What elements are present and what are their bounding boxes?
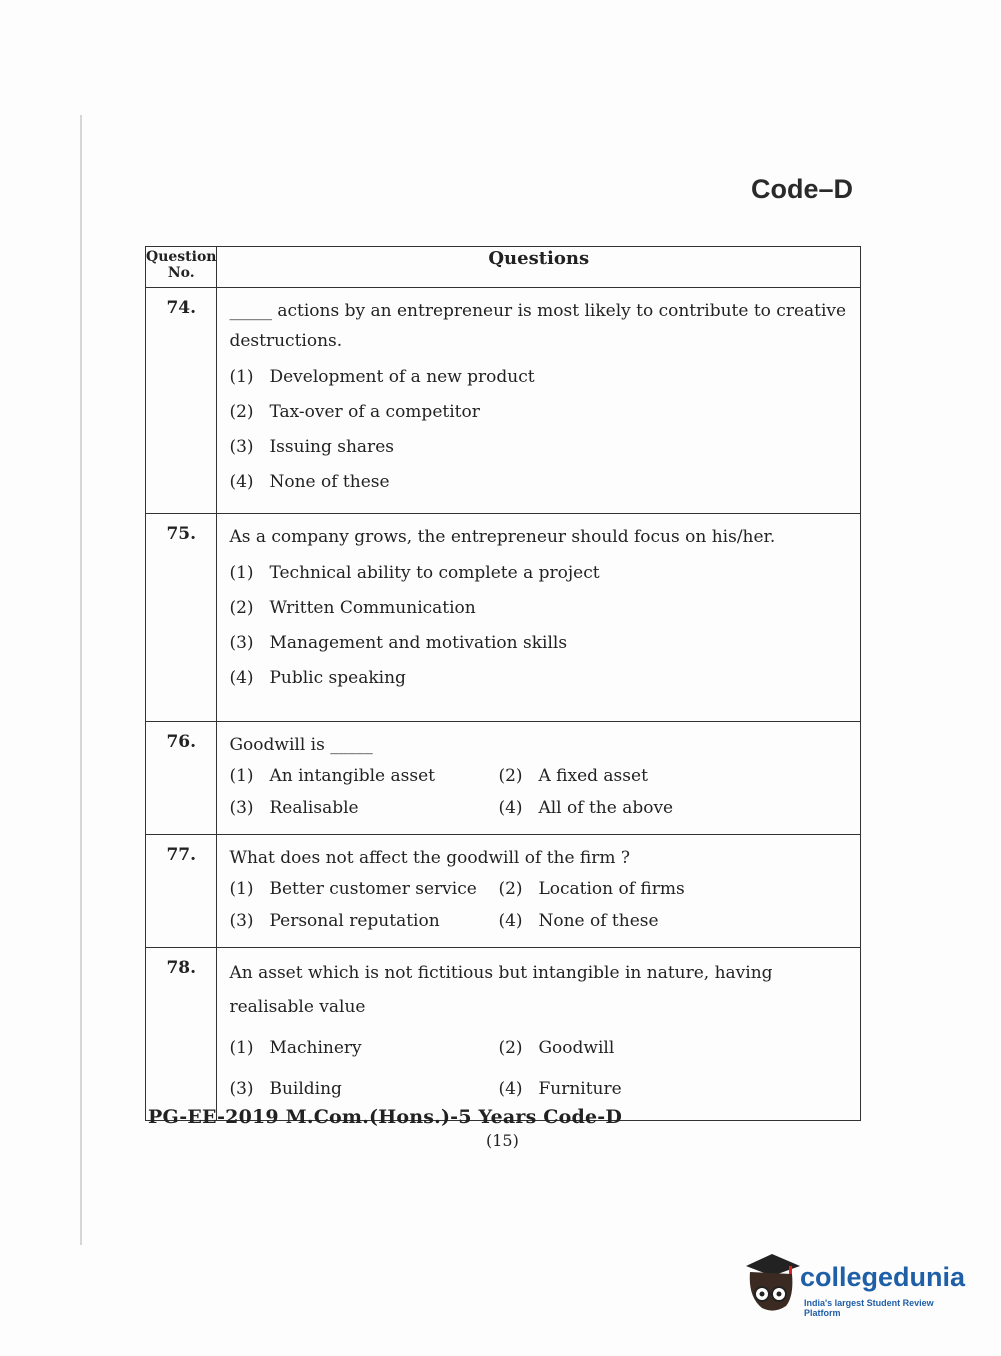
option xyxy=(229,626,860,661)
option xyxy=(498,873,860,905)
collegedunia-logo xyxy=(742,1252,972,1322)
option xyxy=(498,1028,860,1069)
option-text: Tax-over of a competitor xyxy=(269,402,480,422)
option-number: (2) xyxy=(498,1038,523,1058)
option-text: Written Communication xyxy=(269,598,476,618)
option-number: (2) xyxy=(229,598,254,618)
question-body xyxy=(217,835,861,948)
question-text: What does not affect the goodwill of the firm ? xyxy=(229,848,631,868)
question-text: _____ actions by an entrepreneur is most likely to contribute to creative destructions. xyxy=(229,301,847,351)
option-number: (4) xyxy=(229,472,254,492)
option-text: Development of a new product xyxy=(269,367,535,387)
option-number: (4) xyxy=(498,911,523,931)
question-body xyxy=(217,948,861,1121)
option-text: Location of firms xyxy=(538,879,685,899)
question-number: 77. xyxy=(146,835,217,948)
option-text: None of these xyxy=(538,911,659,931)
option xyxy=(229,792,498,824)
option-number: (3) xyxy=(229,798,254,818)
options-grid xyxy=(229,760,860,824)
question-number: 74. xyxy=(146,288,217,514)
option xyxy=(229,1028,498,1069)
option-text: Personal reputation xyxy=(269,911,440,931)
question-row xyxy=(146,288,861,514)
question-number: 76. xyxy=(146,722,217,835)
question-body xyxy=(217,288,861,514)
question-text: Goodwill is _____ xyxy=(229,735,373,755)
option xyxy=(229,873,498,905)
option xyxy=(229,760,498,792)
options-grid xyxy=(229,1028,860,1110)
option-text: Management and motivation skills xyxy=(269,633,568,653)
option-number: (3) xyxy=(229,633,254,653)
option-number: (3) xyxy=(229,911,254,931)
option xyxy=(229,395,860,430)
table-header-row xyxy=(146,247,861,288)
option-text: Issuing shares xyxy=(269,437,394,457)
option-number: (4) xyxy=(498,1079,523,1099)
option xyxy=(229,1069,498,1110)
question-text: An asset which is not fictitious but intangible in nature, having realisable value xyxy=(229,963,773,1017)
question-row xyxy=(146,722,861,835)
option xyxy=(498,760,860,792)
question-row xyxy=(146,514,861,722)
option-number: (2) xyxy=(229,402,254,422)
option xyxy=(498,792,860,824)
option-number: (3) xyxy=(229,437,254,457)
option xyxy=(229,591,860,626)
options-grid xyxy=(229,873,860,937)
option-number: (4) xyxy=(498,798,523,818)
option xyxy=(229,430,860,465)
option xyxy=(229,556,860,591)
option-text: Better customer service xyxy=(269,879,477,899)
option xyxy=(498,1069,860,1110)
question-row xyxy=(146,835,861,948)
option-text: A fixed asset xyxy=(538,766,648,786)
option-text: Technical ability to complete a project xyxy=(269,563,600,583)
option-text: Goodwill xyxy=(538,1038,615,1058)
question-row xyxy=(146,948,861,1121)
option xyxy=(229,465,860,500)
code-header: Code–D xyxy=(750,174,853,204)
logo-brand-text: collegedunia xyxy=(800,1262,966,1292)
option-text: Building xyxy=(269,1079,342,1099)
question-number: 78. xyxy=(146,948,217,1121)
option xyxy=(229,360,860,395)
option-text: An intangible asset xyxy=(269,766,435,786)
questions-table xyxy=(145,246,861,1121)
scan-margin-line xyxy=(80,115,82,1245)
option-text: Realisable xyxy=(269,798,359,818)
question-text: As a company grows, the entrepreneur should focus on his/her. xyxy=(229,527,776,547)
mascot-icon xyxy=(742,1252,802,1314)
question-body xyxy=(217,722,861,835)
option-number: (1) xyxy=(229,766,254,786)
option xyxy=(229,661,860,696)
option-text: Furniture xyxy=(538,1079,622,1099)
option-text: All of the above xyxy=(538,798,674,818)
footer-code: PG-EE-2019 M.Com.(Hons.)-5 Years Code-D xyxy=(148,1106,623,1128)
option-number: (4) xyxy=(229,668,254,688)
option xyxy=(498,905,860,937)
question-no-header: Question No. xyxy=(146,247,217,288)
option xyxy=(229,905,498,937)
option-number: (1) xyxy=(229,1038,254,1058)
option-text: None of these xyxy=(269,472,390,492)
option-number: (1) xyxy=(229,367,254,387)
logo-tagline: India's largest Student Review Platform xyxy=(804,1298,934,1318)
questions-header: Questions xyxy=(217,247,861,288)
option-number: (1) xyxy=(229,563,254,583)
page-number: (15) xyxy=(486,1131,519,1150)
option-number: (3) xyxy=(229,1079,254,1099)
option-number: (2) xyxy=(498,879,523,899)
option-text: Public speaking xyxy=(269,668,406,688)
option-number: (1) xyxy=(229,879,254,899)
option-number: (2) xyxy=(498,766,523,786)
question-number: 75. xyxy=(146,514,217,722)
option-text: Machinery xyxy=(269,1038,362,1058)
question-body xyxy=(217,514,861,722)
